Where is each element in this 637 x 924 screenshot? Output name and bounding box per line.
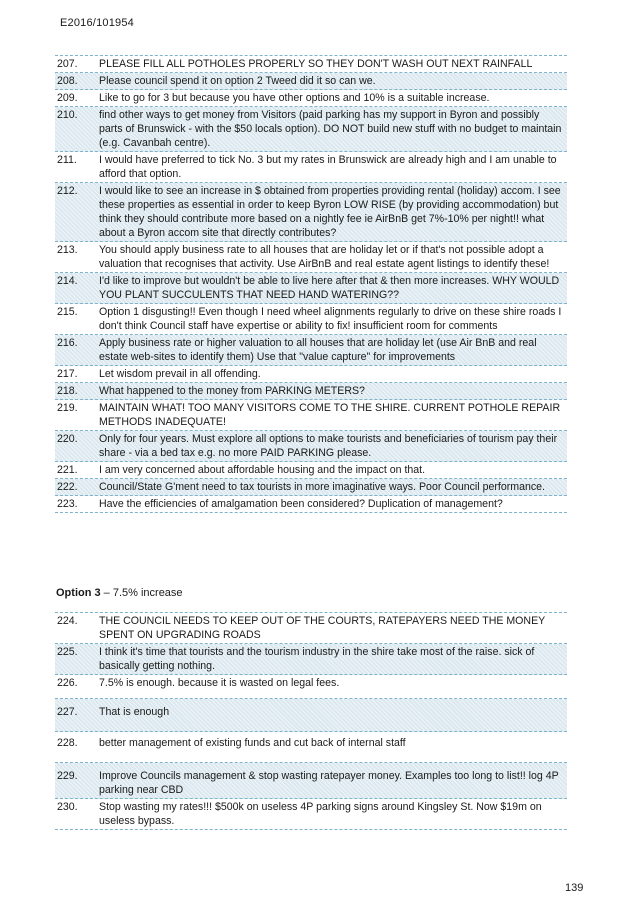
- table-row: [55, 304, 567, 335]
- row-comment: I think it's time that tourists and the tourism industry in the shire take most of the raise. sick of basically getting nothing.: [99, 646, 535, 672]
- row-comment: I would have preferred to tick No. 3 but my rates in Brunswick are already high and I am unable to afford that option.: [99, 154, 557, 180]
- row-number: 208.: [57, 75, 78, 87]
- row-number: 223.: [57, 498, 78, 510]
- row-number: 209.: [57, 92, 78, 104]
- table-row: [55, 799, 567, 830]
- table-row: [55, 383, 567, 400]
- table-row: [55, 183, 567, 242]
- table-row: [55, 479, 567, 496]
- row-comment: Please council spend it on option 2 Tweed did it so can we.: [99, 75, 376, 87]
- row-number: 225.: [57, 646, 78, 658]
- row-number: 214.: [57, 275, 78, 287]
- row-comment: find other ways to get money from Visitors (paid parking has my support in Byron and possibly parts of Brunswick - with the $50 locals option). DO NOT build new stuff with no budget to maintain (e.g. Cavanbah centre).: [99, 109, 562, 149]
- row-comment: MAINTAIN WHAT! TOO MANY VISITORS COME TO THE SHIRE. CURRENT POTHOLE REPAIR METHODS INADEQUATE!: [99, 402, 561, 428]
- row-comment: I am very concerned about affordable housing and the impact on that.: [99, 464, 426, 476]
- row-number: 212.: [57, 185, 78, 197]
- section-heading-detail: – 7.5% increase: [100, 587, 183, 599]
- row-number: 228.: [57, 737, 78, 749]
- table-row: [55, 400, 567, 431]
- row-number: 230.: [57, 801, 78, 813]
- row-comment: That is enough: [99, 706, 170, 718]
- row-number: 229.: [57, 770, 78, 782]
- section-heading-option: Option 3: [56, 587, 101, 599]
- row-number: 221.: [57, 464, 78, 476]
- table-row: [55, 496, 567, 513]
- document-reference: E2016/101954: [60, 17, 134, 29]
- row-comment: Like to go for 3 but because you have other options and 10% is a suitable increase.: [99, 92, 490, 104]
- row-number: 226.: [57, 677, 78, 689]
- row-comment: Let wisdom prevail in all offending.: [99, 368, 261, 380]
- table-row: [55, 699, 567, 732]
- table-row: [55, 763, 567, 799]
- table-row: [55, 152, 567, 183]
- row-comment: You should apply business rate to all houses that are holiday let or if that's not possible adopt a valuation that recognises that activity. Use AirBnB and real estate agent listings to identify these!: [99, 244, 550, 270]
- row-comment: Have the efficiencies of amalgamation been considered? Duplication of management?: [99, 498, 503, 510]
- row-number: 224.: [57, 615, 78, 627]
- table-row: [55, 73, 567, 90]
- row-comment: Improve Councils management & stop wasting ratepayer money. Examples too long to list!! log 4P parking near CBD: [99, 770, 559, 796]
- row-number: 210.: [57, 109, 78, 121]
- row-comment: Option 1 disgusting!! Even though I need wheel alignments regularly to drive on these shire roads I don't think Council staff have expertise or ability to fix! insufficient room for comments: [99, 306, 562, 332]
- comments-table-option-3: [55, 612, 567, 830]
- page-number: 139: [565, 882, 584, 894]
- section-heading: [56, 587, 183, 599]
- row-comment: What happened to the money from PARKING METERS?: [99, 385, 365, 397]
- table-row: [55, 90, 567, 107]
- table-row: [55, 335, 567, 366]
- row-number: 227.: [57, 706, 78, 718]
- row-comment: better management of existing funds and cut back of internal staff: [99, 737, 406, 749]
- row-number: 217.: [57, 368, 78, 380]
- table-row: [55, 242, 567, 273]
- table-row: [55, 462, 567, 479]
- row-comment: Only for four years. Must explore all options to make tourists and beneficiaries of tourism pay their share - via a bed tax e.g. no more PAID PARKING please.: [99, 433, 558, 459]
- row-comment: I'd like to improve but wouldn't be able to live here after that & then more increases. WHY WOULD YOU PLANT SUCCULENTS THAT NEED HAND WATERING??: [99, 275, 560, 301]
- table-row: [55, 675, 567, 699]
- row-comment: THE COUNCIL NEEDS TO KEEP OUT OF THE COURTS, RATEPAYERS NEED THE MONEY SPENT ON UPGRADING ROADS: [99, 615, 546, 641]
- row-number: 220.: [57, 433, 78, 445]
- table-row: [55, 107, 567, 152]
- table-row: [55, 431, 567, 462]
- row-comment: I would like to see an increase in $ obtained from properties providing rental (holiday) accom. I see these properties as essential in order to keep Byron LOW RISE (by providing accommodation) but think they should contribute more based on a nightly fee ie AirBnB get 7%-10% per night!! what about a Byron accom site that directly contributes?: [99, 185, 561, 239]
- table-row: [55, 55, 567, 73]
- table-row: [55, 644, 567, 675]
- comments-table-option-2: [55, 55, 567, 513]
- row-comment: PLEASE FILL ALL POTHOLES PROPERLY SO THEY DON'T WASH OUT NEXT RAINFALL: [99, 58, 533, 70]
- table-row: [55, 273, 567, 304]
- table-row: [55, 366, 567, 383]
- row-number: 219.: [57, 402, 78, 414]
- table-row: [55, 732, 567, 763]
- table-row: [55, 612, 567, 644]
- row-number: 215.: [57, 306, 78, 318]
- row-number: 222.: [57, 481, 78, 493]
- row-number: 216.: [57, 337, 78, 349]
- row-comment: 7.5% is enough. because it is wasted on legal fees.: [99, 677, 340, 689]
- row-comment: Council/State G'ment need to tax tourists in more imaginative ways. Poor Council performance.: [99, 481, 545, 493]
- row-number: 213.: [57, 244, 78, 256]
- row-number: 218.: [57, 385, 78, 397]
- row-comment: Apply business rate or higher valuation to all houses that are holiday let (use Air BnB and real estate web-sites to identify them) Use that "value capture" for improvements: [99, 337, 537, 363]
- row-comment: Stop wasting my rates!!! $500k on useless 4P parking signs around Kingsley St. Now $19m on useless bypass.: [99, 801, 542, 827]
- row-number: 211.: [57, 154, 77, 166]
- row-number: 207.: [57, 58, 78, 70]
